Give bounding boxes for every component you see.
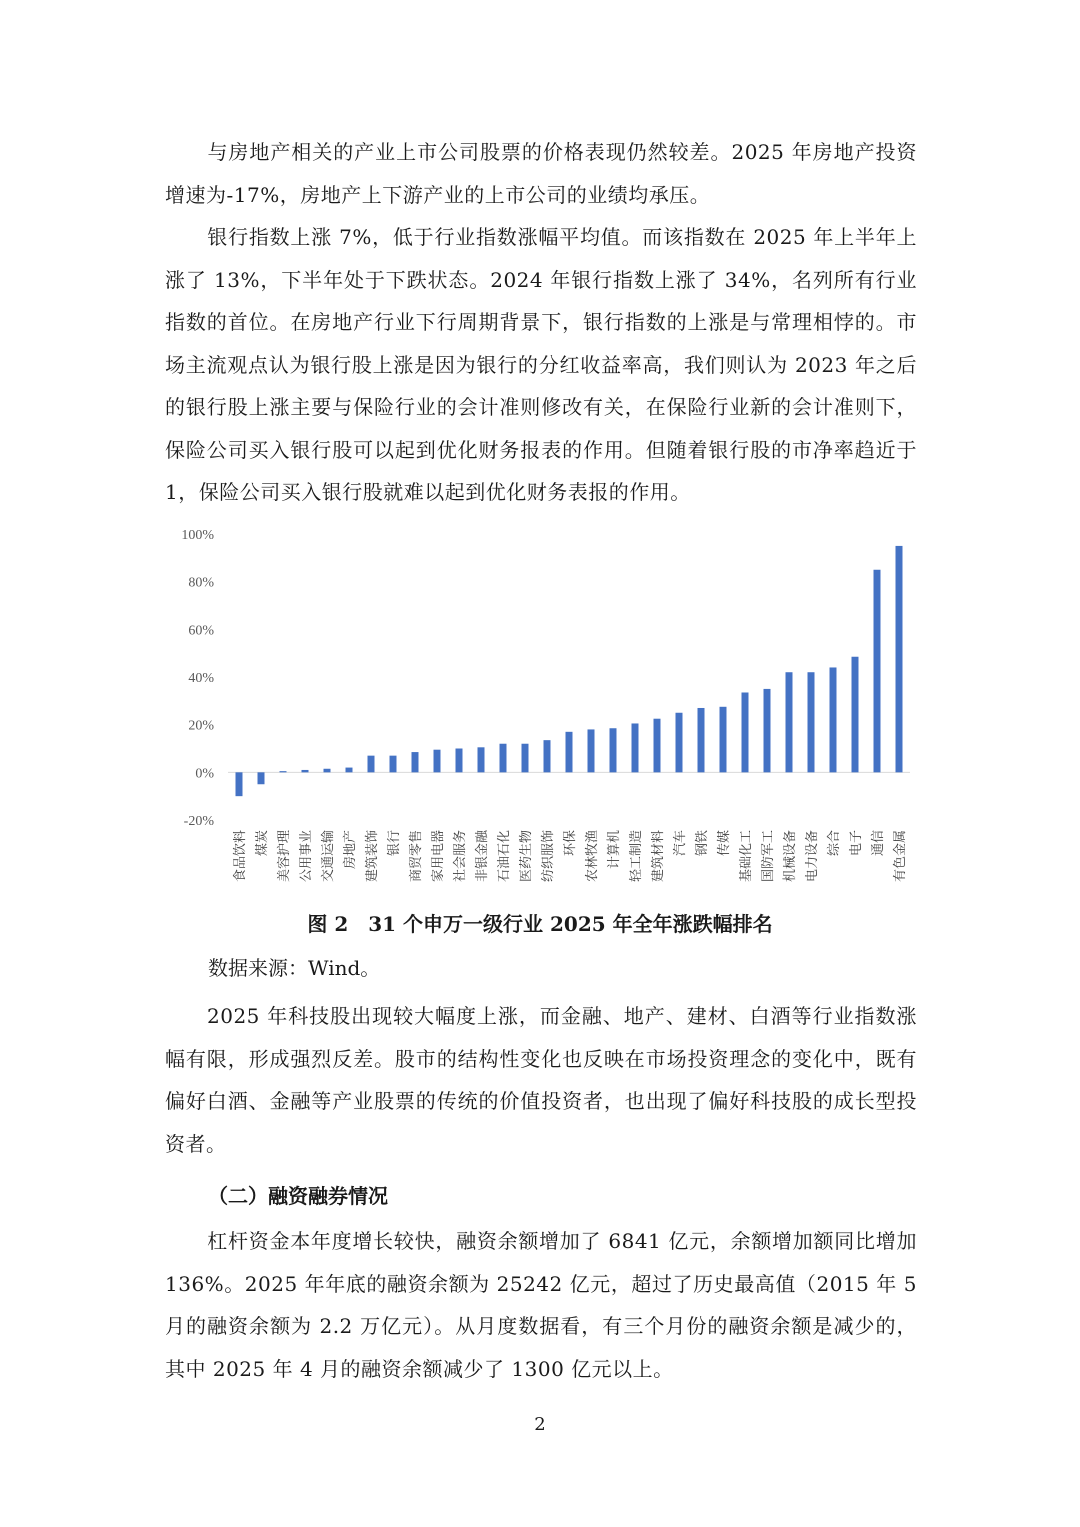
bar-计算机 xyxy=(610,728,617,772)
x-tick-label: 社会服务 xyxy=(453,830,468,883)
bar-公用事业 xyxy=(302,770,309,772)
bar-钢铁 xyxy=(698,708,705,772)
paragraph-2 xyxy=(165,216,917,514)
x-tick-label: 煤炭 xyxy=(255,830,270,857)
x-tick-label: 商贸零售 xyxy=(409,830,424,883)
bar-通信 xyxy=(874,570,881,773)
bar-基础化工 xyxy=(742,692,749,772)
bar-chart xyxy=(160,520,920,905)
paragraph-3 xyxy=(165,995,917,1165)
bar-医药生物 xyxy=(522,744,529,773)
x-tick-label: 建筑装饰 xyxy=(365,830,380,883)
bar-石油石化 xyxy=(500,744,507,773)
bar-商贸零售 xyxy=(412,752,419,772)
x-tick-label: 公用事业 xyxy=(299,830,314,883)
x-tick-label: 通信 xyxy=(871,830,886,857)
x-tick-label: 传媒 xyxy=(717,830,732,857)
x-tick-label: 医药生物 xyxy=(519,830,534,883)
x-tick-label: 机械设备 xyxy=(783,830,798,883)
data-source: 数据来源：Wind。 xyxy=(208,956,381,980)
bar-食品饮料 xyxy=(236,772,243,796)
y-tick-label: 20% xyxy=(188,718,214,734)
y-tick-label: -20% xyxy=(183,814,214,829)
bar-交通运输 xyxy=(324,769,331,773)
x-tick-label: 交通运输 xyxy=(321,830,336,883)
x-tick-label: 房地产 xyxy=(343,830,358,870)
y-tick-label: 40% xyxy=(188,671,214,686)
bar-汽车 xyxy=(676,713,683,773)
x-tick-label: 国防军工 xyxy=(761,830,776,883)
bar-纺织服饰 xyxy=(544,740,551,772)
x-tick-label: 非银金融 xyxy=(475,830,490,883)
section-heading: （二）融资融券情况 xyxy=(208,1184,388,1208)
y-tick-label: 80% xyxy=(188,575,214,591)
x-tick-label: 汽车 xyxy=(673,830,688,857)
bar-综合 xyxy=(830,667,837,772)
bar-电子 xyxy=(852,657,859,773)
x-tick-label: 基础化工 xyxy=(739,830,754,883)
x-tick-label: 轻工制造 xyxy=(629,830,644,883)
bar-煤炭 xyxy=(258,772,265,784)
x-tick-label: 纺织服饰 xyxy=(541,830,556,883)
y-tick-label: 0% xyxy=(195,766,214,782)
x-tick-label: 环保 xyxy=(563,830,578,857)
bar-建筑材料 xyxy=(654,719,661,773)
bar-非银金融 xyxy=(478,747,485,772)
x-tick-label: 食品饮料 xyxy=(233,830,248,883)
bar-环保 xyxy=(566,732,573,773)
bar-社会服务 xyxy=(456,749,463,773)
bar-家用电器 xyxy=(434,750,441,773)
bar-电力设备 xyxy=(808,672,815,772)
x-tick-label: 有色金属 xyxy=(893,830,908,883)
paragraph-1 xyxy=(165,131,917,216)
bar-机械设备 xyxy=(786,672,793,772)
x-tick-label: 钢铁 xyxy=(695,830,710,857)
paragraph-4-text: 杠杆资金本年度增长较快，融资余额增加了 6841 亿元，余额增加额同比增加 136%。2025 年年底的融资余额为 25242 亿元，超过了历史最高值（2015 年 5 月的融资余额为 2.2 万亿元）。从月度数据看，有三个月份的融资余额是减少的，其中 2025 年 4 月的融资余额减少了 1300 亿元以上。 xyxy=(165,1229,917,1381)
bar-房地产 xyxy=(346,768,353,773)
x-tick-label: 电子 xyxy=(849,830,864,857)
x-tick-label: 家用电器 xyxy=(431,830,446,883)
page-number: 2 xyxy=(534,1414,546,1435)
x-tick-label: 建筑材料 xyxy=(651,830,666,883)
y-tick-label: 100% xyxy=(181,528,214,543)
x-tick-label: 农林牧渔 xyxy=(585,830,600,883)
paragraph-3-text: 2025 年科技股出现较大幅度上涨，而金融、地产、建材、白酒等行业指数涨幅有限，形成强烈反差。股市的结构性变化也反映在市场投资理念的变化中，既有偏好白酒、金融等产业股票的传统的价值投资者，也出现了偏好科技股的成长型投资者。 xyxy=(165,1004,917,1156)
x-tick-label: 银行 xyxy=(387,830,402,857)
bar-农林牧渔 xyxy=(588,729,595,772)
paragraph-1-text: 与房地产相关的产业上市公司股票的价格表现仍然较差。2025 年房地产投资增速为-17%，房地产上下游产业的上市公司的业绩均承压。 xyxy=(165,140,917,207)
x-tick-label: 计算机 xyxy=(607,830,622,870)
x-tick-label: 美容护理 xyxy=(277,830,292,883)
x-tick-label: 电力设备 xyxy=(805,830,820,883)
paragraph-2-text: 银行指数上涨 7%，低于行业指数涨幅平均值。而该指数在 2025 年上半年上涨了 13%，下半年处于下跌状态。2024 年银行指数上涨了 34%，名列所有行业指数的首位。在房地产行业下行周期背景下，银行指数的上涨是与常理相悖的。市场主流观点认为银行股上涨是因为银行的分红收益率高，我们则认为 2023 年之后的银行股上涨主要与保险行业的会计准则修改有关，在保险行业新的会计准则下，保险公司买入银行股可以起到优化财务报表的作用。但随着银行股的市净率趋近于 1，保险公司买入银行股就难以起到优化财务表报的作用。 xyxy=(165,225,917,504)
bar-建筑装饰 xyxy=(368,756,375,773)
bar-美容护理 xyxy=(280,771,287,772)
bar-国防军工 xyxy=(764,689,771,772)
x-tick-label: 综合 xyxy=(827,830,842,857)
x-tick-label: 石油石化 xyxy=(497,830,512,883)
bar-银行 xyxy=(390,756,397,773)
bar-轻工制造 xyxy=(632,723,639,772)
figure-caption: 图 2 31 个申万一级行业 2025 年全年涨跌幅排名 xyxy=(307,912,773,936)
paragraph-4 xyxy=(165,1220,917,1390)
bar-传媒 xyxy=(720,707,727,773)
y-tick-label: 60% xyxy=(188,623,214,639)
bar-有色金属 xyxy=(896,546,903,772)
